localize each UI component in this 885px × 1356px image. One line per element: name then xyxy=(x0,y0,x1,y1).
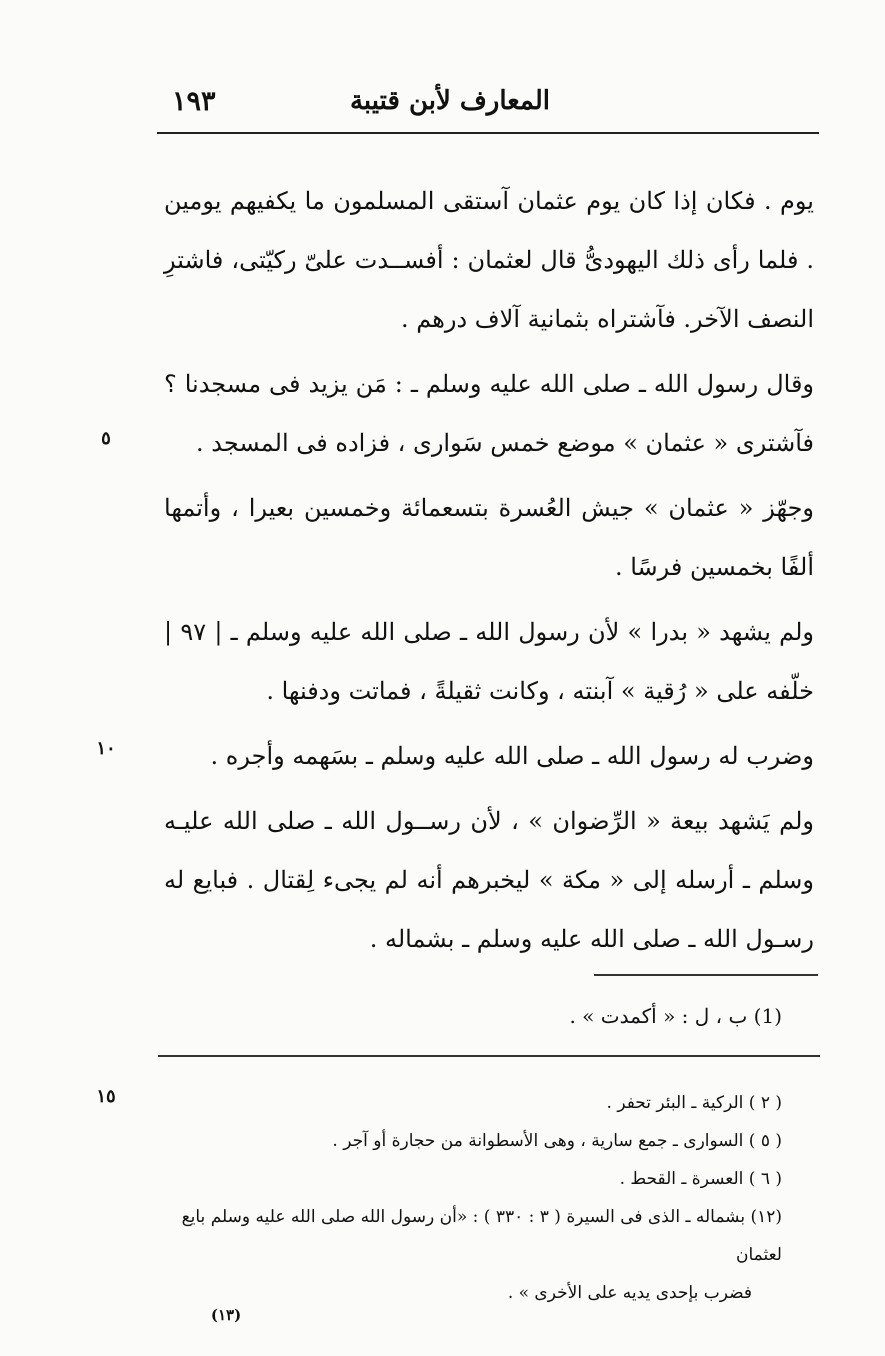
glossary-notes xyxy=(166,1084,782,1312)
signature-mark: (١٣) xyxy=(210,1306,242,1324)
notes-rule xyxy=(158,1055,820,1057)
paragraph-2: وقال رسول الله ـ صلى الله عليه وسلم ـ : مَن يزيد فى مسجدنا ؟ فآشترى « عثمان » موضع خمس سَوارى ، فزاده فى المسجد . xyxy=(164,370,814,457)
note-12: (١٢) بشماله ـ الذى فى السيرة ( ٣ : ٣٣٠ ) : «أن رسول الله صلى الله عليه وسلم بايع لعثمان xyxy=(181,1207,782,1265)
note-6: ( ٦ ) العسرة ـ القحط . xyxy=(619,1169,782,1189)
note-12-continuation: فضرب بإحدى يديه على الأخرى » . xyxy=(507,1283,752,1303)
footnote-1: (1) ب ، ل : « أكمدت » . xyxy=(569,1004,782,1028)
paragraph-4: ولم يشهد « بدرا » لأن رسول الله ـ صلى الله عليه وسلم ـ | ٩٧ | خلّفه على « رُقية » آبنته ، وكانت ثقيلةً ، فماتت ودفنها . xyxy=(164,618,814,705)
paragraph-3: وجهّز « عثمان » جيش العُسرة بتسعمائة وخمسين بعيرا ، وأتمها ألفًا بخمسين فرسًا . xyxy=(164,494,814,581)
footnote-rule xyxy=(594,974,818,976)
paragraph-6: ولم يَشهد بيعة « الرِّضوان » ، لأن رســول الله ـ صلى الله عليـه وسلم ـ أرسله إلى « مكة » ليخبرهم أنه لم يجىء لِقتال . فبايع له رسـول الله ـ صلى الله عليه وسلم ـ بشماله . xyxy=(164,807,814,953)
note-5: ( ٥ ) السوارى ـ جمع سارية ، وهى الأسطوانة من حجارة أو آجر . xyxy=(332,1131,782,1151)
running-head-title: المعارف لأبن قتيبة xyxy=(349,86,550,116)
paragraph-1: يوم . فكان إذا كان يوم عثمان آستقى المسلمون ما يكفيهم يومين . فلما رأى ذلك اليهودىُّ قال لعثمان : أفســدت علىّ ركيّتى، فاشترِ النصف الآخر. فآشتراه بثمانية آلاف درهم . xyxy=(164,187,814,333)
page-number: ١٩٣ xyxy=(172,86,216,117)
header-rule xyxy=(157,132,819,134)
paragraph-5: وضرب له رسول الله ـ صلى الله عليه وسلم ـ بسَهمه وأجره . xyxy=(210,742,814,770)
main-text xyxy=(164,172,814,975)
note-2: ( ٢ ) الركية ـ البئر تحفر . xyxy=(606,1093,782,1113)
line-number-10: ١٠ xyxy=(96,738,116,759)
line-number-15: ١٥ xyxy=(96,1086,116,1107)
line-number-5: ٥ xyxy=(101,428,111,449)
